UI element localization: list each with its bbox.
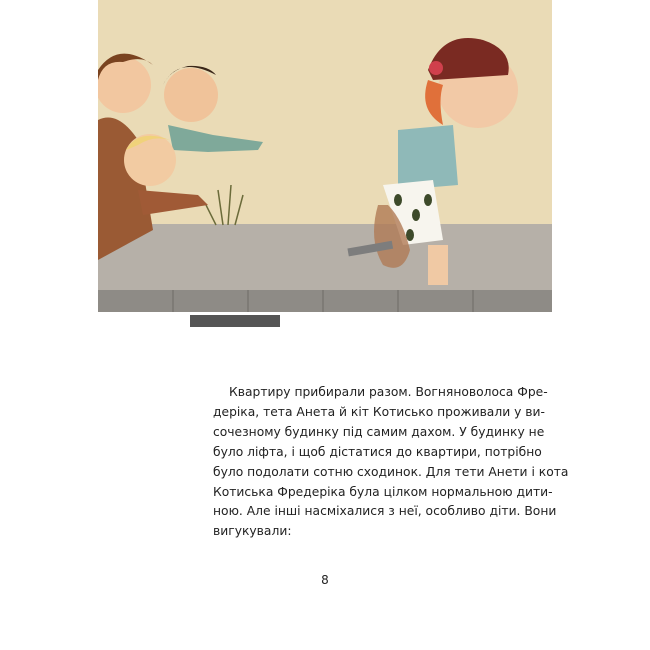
- sidewalk: [98, 224, 552, 292]
- illustration: [98, 0, 552, 327]
- page-number: 8: [321, 573, 329, 587]
- text-line: деріка, тета Анета й кіт Котисько проживали у ви-: [213, 404, 545, 419]
- text-line: сочезному будинку під самим дахом. У будинку не: [213, 424, 545, 439]
- curb: [98, 290, 552, 312]
- text-line: вигукували:: [213, 524, 292, 539]
- text-line: було подолати сотню сходинок. Для тети Анети і кота: [213, 464, 569, 479]
- text-line: Котиська Фредеріка була цілком нормальною дити-: [213, 484, 553, 499]
- text-line: було ліфта, і щоб дістатися до квартири, потрібно: [213, 444, 542, 459]
- body-text: [213, 383, 569, 542]
- text-line: ною. Але інші насміхалися з неї, особливо діти. Вони: [213, 504, 557, 519]
- storm-drain: [190, 315, 280, 327]
- street-scene-illustration: [98, 0, 552, 327]
- text-line: Квартиру прибирали разом. Вогняноволоса Фре-: [229, 385, 548, 399]
